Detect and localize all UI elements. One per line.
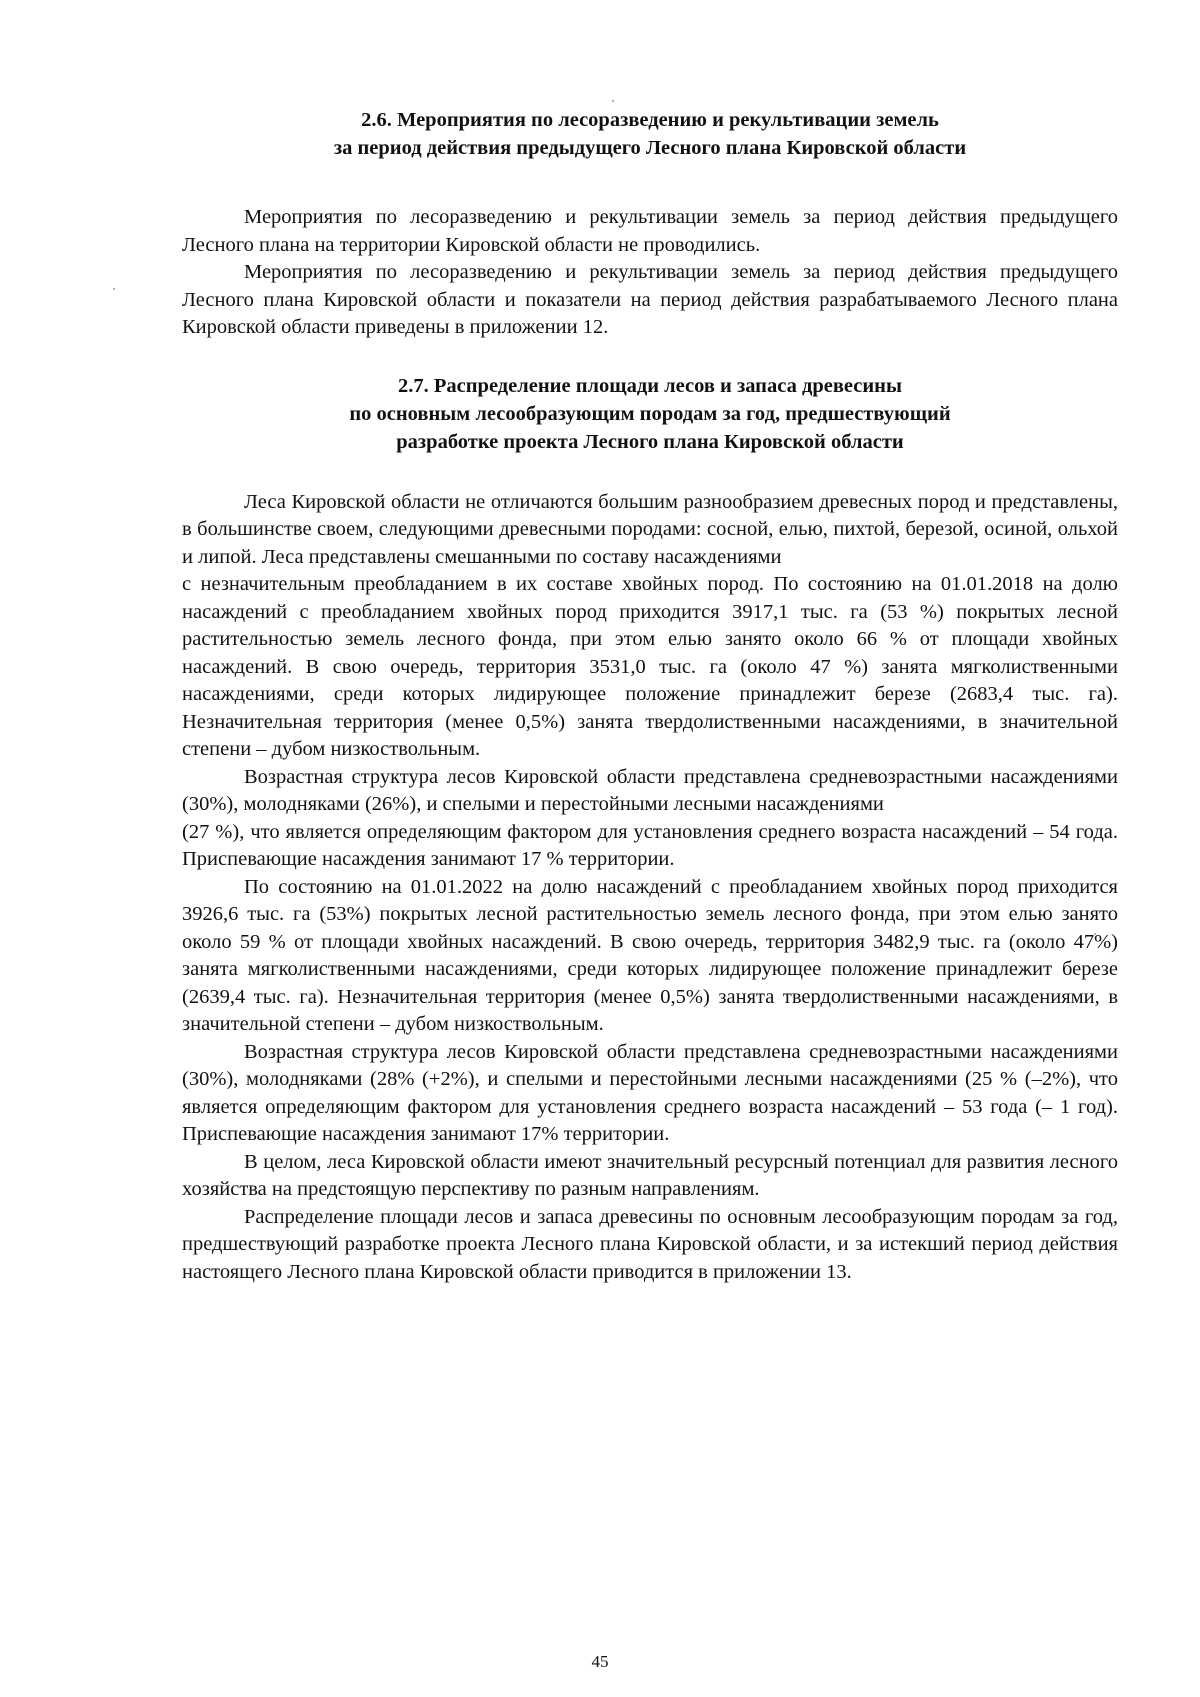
paragraph: Возрастная структура лесов Кировской области представлена средневозрастными насаждениями (30%), молодняками (28% (+2%), и спелыми и перестойными лесными насаждениями (25 % (–2%), что является определяющим фактором для установления среднего возраста насаждений – 53 года (– 1 год). Приспевающие насаждения занимают 17% территории. xyxy=(182,1040,1118,1145)
heading-line: 2.6. Мероприятия по лесоразведению и рекультивации земель xyxy=(361,109,939,131)
heading-line: 2.7. Распределение площади лесов и запаса древесины xyxy=(398,374,902,397)
scan-speck xyxy=(113,288,115,290)
heading-line: по основным лесообразующим породам за год, предшествующий xyxy=(349,402,951,425)
paragraph: Мероприятия по лесоразведению и рекультивации земель за период действия предыдущего Лесного плана Кировской области и показатели на период действия разрабатываемого Лесного плана Кировской области приведены в приложении 12. xyxy=(182,261,1118,338)
paragraph: (27 %), что является определяющим фактором для установления среднего возраста насаждений – 54 года. Приспевающие насаждения занимают 17 % территории. xyxy=(182,820,1118,870)
section-2-6-heading xyxy=(182,106,1118,162)
paragraph: По состоянию на 01.01.2022 на долю насаждений с преобладанием хвойных пород приходится 3926,6 тыс. га (53%) покрытых лесной растительностью земель лесного фонда, при этом елью занято около 59 % от площади хвойных насаждений. В свою очередь, территория 3482,9 тыс. га (около 47%) занята мягколиственными насаждениями, среди которых лидирующее положение принадлежит березе (2639,4 тыс. га). Незначительная территория (менее 0,5%) занята твердолиственными насаждениями, в значительной степени – дубом низкоствольным. xyxy=(182,875,1118,1035)
paragraph: с незначительным преобладанием в их составе хвойных пород. По состоянию на 01.01.2018 на долю насаждений с преобладанием хвойных пород приходится 3917,1 тыс. га (53 %) покрытых лесной растительностью земель лесного фонда, при этом елью занято около 66 % от площади хвойных насаждений. В свою очередь, территория 3531,0 тыс. га (около 47 %) занята мягколиственными насаждениями, среди которых лидирующее положение принадлежит березе (2683,4 тыс. га). Незначительная территория (менее 0,5%) занята твердолиственными насаждениями, в значительной степени – дубом низкоствольным. xyxy=(182,573,1118,760)
scan-speck xyxy=(612,100,614,102)
heading-line: за период действия предыдущего Лесного плана Кировской области xyxy=(333,137,967,159)
paragraph: Возрастная структура лесов Кировской области представлена средневозрастными насаждениями (30%), молодняками (26%), и спелыми и перестойными лесными насаждениями xyxy=(182,765,1118,815)
page-number: 45 xyxy=(591,1652,609,1671)
paragraph: Леса Кировской области не отличаются большим разнообразием древесных пород и представлены, в большинстве своем, следующими древесными породами: сосной, елью, пихтой, березой, осиной, ольхой и липой. Леса представлены смешанными по составу насаждениями xyxy=(182,490,1118,568)
document-body xyxy=(182,106,1118,1286)
paragraph: В целом, леса Кировской области имеют значительный ресурсный потенциал для развития лесного хозяйства на предстоящую перспективу по разным направлениям. xyxy=(182,1150,1118,1200)
paragraph: Распределение площади лесов и запаса древесины по основным лесообразующим породам за год, предшествующий разработке проекта Лесного плана Кировской области, и за истекший период действия настоящего Лесного плана Кировской области приводится в приложении 13. xyxy=(182,1205,1118,1283)
paragraph: Мероприятия по лесоразведению и рекультивации земель за период действия предыдущего Лесного плана на территории Кировской области не проводились. xyxy=(182,206,1118,256)
section-2-7-heading xyxy=(182,372,1118,456)
heading-line: разработке проекта Лесного плана Кировской области xyxy=(396,430,904,453)
